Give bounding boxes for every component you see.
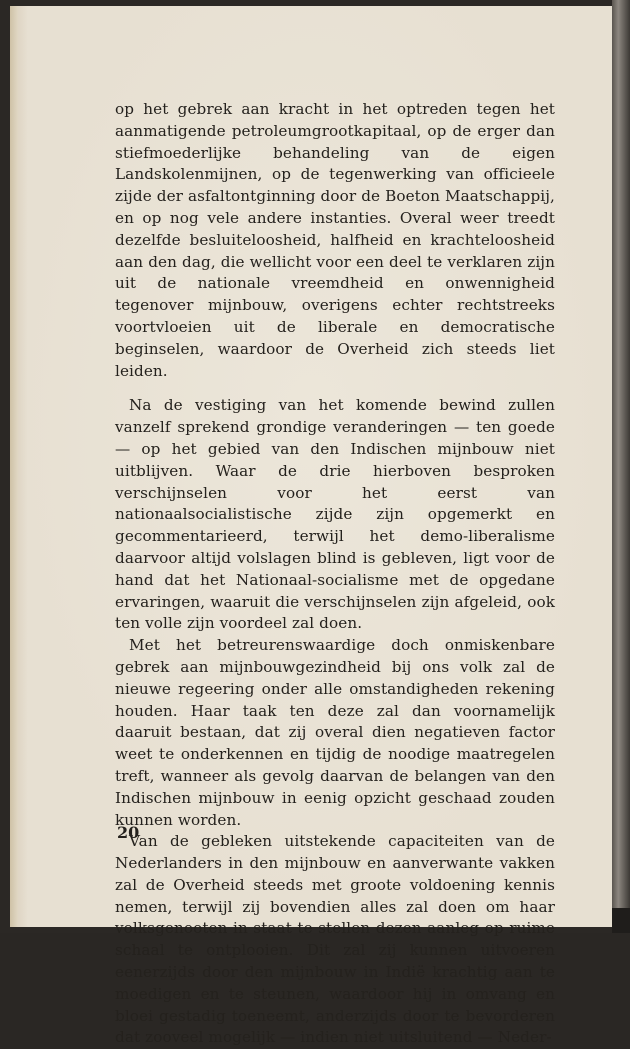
paragraph-1: op het gebrek aan kracht in het optreden tegen het aanmatigende petroleumgrootkapitaal, op de erger dan stiefmoederlijke behandeling van de eigen Landskolenmijnen, op de tegenwerking van officieele zijde der asfaltontginning door de Boeton Maatschappij, en op nog vele andere instanties. Overal weer treedt dezelfde besluiteloosheid, halfheid en krachteloosheid aan den dag, die wellicht voor een deel te verklaren zijn uit de nationale vreemdheid en onwennigheid tegenover mijnbouw, overigens echter rechtstreeks voortvloeien uit de liberale en democratische beginselen, waardoor de Overheid zich steeds liet leiden. (115, 100, 555, 380)
paragraph-2: Na de vestiging van het komende bewind zullen vanzelf sprekend grondige veranderingen — ten goede — op het gebied van den Indischen mijnbouw niet uitblijven. Waar de drie hierboven besproken verschijnselen voor het eerst van nationaalsocialistische zijde zijn opgemerkt en gecommentarieerd, terwijl het demo-liberalisme daarvoor altijd volslagen blind is gebleven, ligt voor de hand dat het Nationaal-socialisme met de opgedane ervaringen, waaruit die verschijnselen zijn afgeleid, ook ten volle zijn voordeel zal doen. (115, 396, 555, 633)
page-edge (10, 6, 18, 927)
paragraph-4: Van de gebleken uitstekende capaciteiten van de Nederlanders in den mijnbouw en aanverwante vakken zal de Overheid steeds met groote voldoening kennis nemen, terwijl zij bovendien alles zal doen om haar volksgenooten in staat te stellen dezen aanleg op ruime schaal te ontplooien. Dit zal zij kunnen uitvoeren eenerzijds door den mijnbouw in Indië krachtig aan te moedigen en te steunen, waardoor hij in omvang en bloei gestadig toeneemt, anderzijds door te bevorderen dat zooveel mogelijk — indien niet uitsluitend — Neder- (115, 832, 555, 1047)
body-text (115, 99, 555, 1049)
book-binding-edge (612, 0, 630, 933)
binding-corner (612, 908, 630, 933)
page-number: 20 (117, 823, 140, 842)
paragraph-3: Met het betreurenswaardige doch onmiskenbare gebrek aan mijnbouwgezindheid bij ons volk zal de nieuwe regeering onder alle omstandigheden rekening houden. Haar taak ten deze zal dan voornamelijk daaruit bestaan, dat zij overal dien negatieven factor weet te onderkennen en tijdig de noodige maatregelen treft, wanneer als gevolg daarvan de belangen van den Indischen mijnbouw in eenig opzicht geschaad zouden kunnen worden. (115, 636, 555, 829)
